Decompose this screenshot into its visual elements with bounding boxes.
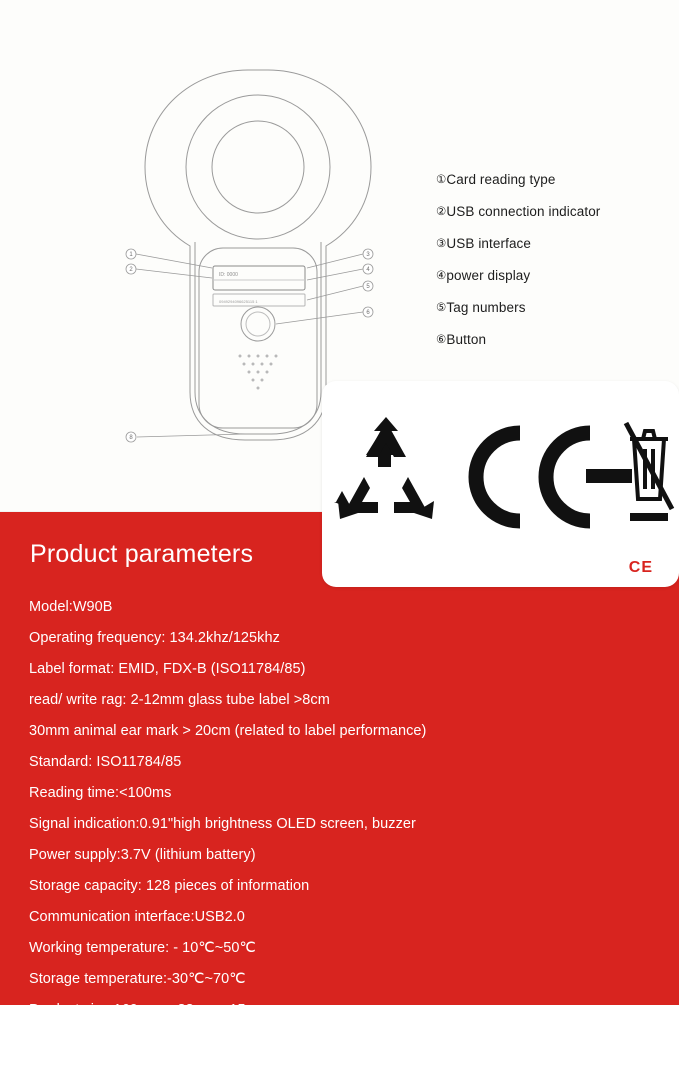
legend-label-4: power display — [446, 268, 531, 283]
weee-underline-bar — [630, 513, 668, 521]
legend-label-3: USB interface — [446, 236, 532, 251]
param-line-10: Storage capacity: 128 pieces of information — [29, 878, 310, 894]
svg-text:5: 5 — [366, 284, 370, 290]
speaker-grille-icon — [239, 355, 278, 390]
ce-mark-bar — [586, 469, 632, 483]
legend-number-1: ① — [436, 174, 447, 186]
ce-mark-icon — [476, 433, 590, 521]
legend-label-5: Tag numbers — [446, 300, 526, 315]
param-line-1: Model:W90B — [29, 599, 113, 615]
svg-text:6: 6 — [366, 310, 370, 316]
legend-item-1 — [436, 173, 666, 187]
param-line-14: Product size:169mm x 88mm x15mm — [29, 1002, 270, 1018]
ce-small-mark: CE — [628, 559, 653, 576]
param-line-9: Power supply:3.7V (lithium battery) — [29, 847, 256, 863]
param-line-8: Signal indication:0.91"high brightness OLED screen, buzzer — [29, 816, 416, 832]
legend-number-2: ② — [436, 206, 447, 218]
svg-text:3: 3 — [366, 252, 370, 258]
param-line-3: Label format: EMID, FDX-B (ISO11784/85) — [29, 661, 306, 677]
legend-label-6: Button — [446, 332, 487, 347]
legend-item-6 — [436, 333, 666, 347]
param-line-4: read/ write rag: 2-12mm glass tube label >8cm — [29, 692, 330, 708]
param-line-6: Standard: ISO11784/85 — [29, 754, 182, 770]
parameters-list — [29, 600, 669, 1065]
svg-text:8: 8 — [129, 435, 133, 441]
legend-number-6: ⑥ — [436, 334, 447, 346]
callout-legend-list — [436, 173, 666, 365]
legend-number-3: ③ — [436, 238, 447, 250]
param-line-13: Storage temperature:-30℃~70℃ — [29, 971, 246, 987]
param-line-11: Communication interface:USB2.0 — [29, 909, 245, 925]
legend-item-3 — [436, 237, 666, 251]
device-screen-text: ID: 0000 — [219, 272, 238, 278]
legend-label-1: Card reading type — [446, 172, 556, 187]
param-line-7: Reading time:<100ms — [29, 785, 172, 801]
param-line-5: 30mm animal ear mark > 20cm (related to label performance) — [29, 723, 427, 739]
svg-text:2: 2 — [129, 267, 133, 273]
legend-item-4 — [436, 269, 666, 283]
param-line-15: Weight:120g — [29, 1033, 111, 1049]
param-line-12: Working temperature: - 10℃~50℃ — [29, 940, 256, 956]
legend-item-5 — [436, 301, 666, 315]
device-tag-number: 0949294096625115 1 — [219, 299, 258, 304]
weee-bin-icon — [626, 423, 672, 509]
recycle-triangle-icon — [338, 417, 434, 519]
page-title: Product parameters — [30, 540, 254, 568]
svg-text:1: 1 — [129, 252, 133, 258]
param-line-2: Operating frequency: 134.2khz/125khz — [29, 630, 280, 646]
legend-label-2: USB connection indicator — [446, 204, 601, 219]
legend-number-4: ④ — [436, 270, 447, 282]
legend-item-2 — [436, 205, 666, 219]
legend-number-5: ⑤ — [436, 302, 447, 314]
svg-text:4: 4 — [366, 267, 370, 273]
certification-marks — [334, 417, 674, 537]
certification-card — [322, 381, 679, 587]
